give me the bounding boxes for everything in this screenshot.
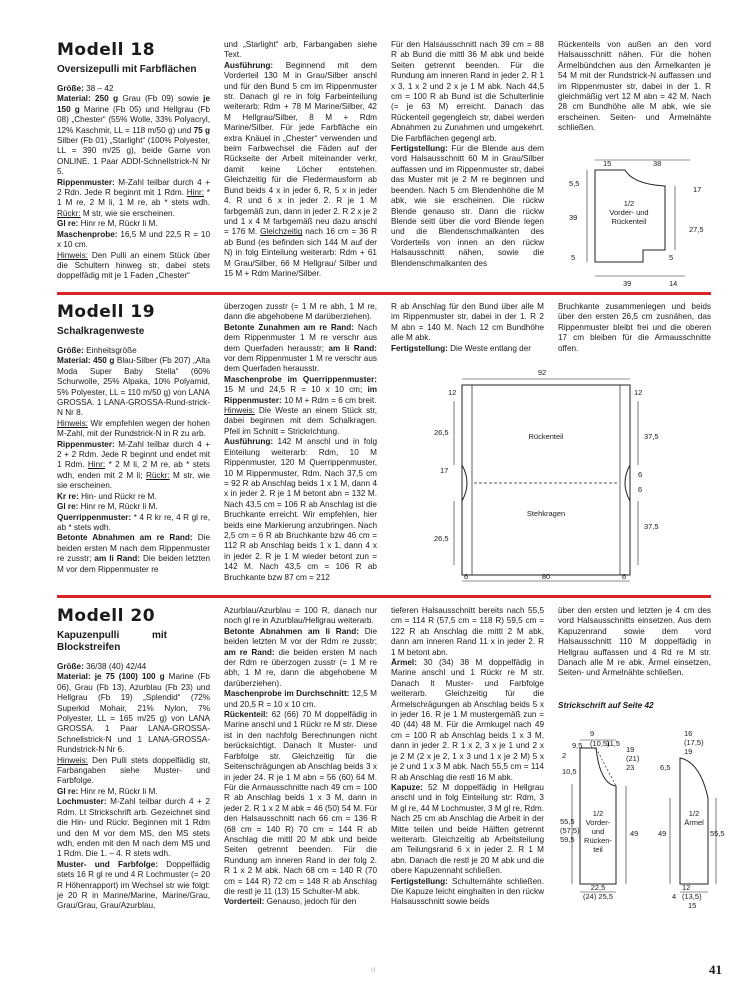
d20-m175: (17,5) [684, 738, 704, 747]
modell19-text-4: Bruchkante zusammenlegen und beids über den ersten 26,5 cm zusnähen, das Rippenmuster bleibt frei und die oberen 17 cm bleiben für die Armausschnitte offen. [558, 302, 711, 353]
modell20-col4 [558, 606, 711, 711]
d20-m49b: 49 [658, 829, 667, 838]
d20-m135: (13,5) [682, 892, 702, 901]
modell18-text-3: Für den Halsausschnitt nach 39 cm = 88 R ab Bund die mittl 36 M abk und beide Seiten getrennt beenden. Für die Rundung am inneren Rand in jeder 2. R 1 x 3, 1 x 2 und 2 x je 1 M abk. Nach 44,5 cm = 100 R ab Bund ist die Schulterlinie (= je 63 M) erreicht. Danach das Rückenteil gegengleich str, dabei werden Abnahmen zu Zunahmen und umgekehrt. Die Farbflächen gegengl arb. Fertigstellung: Für die Blende aus dem vord Halsausschnitt 60 M in Grau/Silber auffassen und im Rippenmuster str, dabei das Muster mit je 2 M re beginnen und beenden. Nach 5 cm Blendenhöhe die M abk, wie sie erscheinen. Die rückw Blende genauso str. Dann die rückw Blende seitl über die vord Blende legen und die Blendenschmalkanten des Vorderteils von innen an den rückw Halsausschnitt nähen, sowie die Blendenschmalkanten des [391, 40, 544, 268]
modell20-text-3: tieferen Halsausschnitt bereits nach 55,5 cm = 114 R (57,5 cm = 118 R) 59,5 cm = 122 R ab Anschlag die mittl 2 M abk, dann am inneren Rand 11 x in jeder 2. R 1 M betont abn. Ärmel: 30 (34) 38 M doppelfädig in Marine anschl und 1 Rückr re M str. Danach lt Muster- und Farbfolge weiterarb. Gleichzeitig für die Ärmelschrägungen ab Anschlag beids 5 x in jeder 16. R je 1 M mustergemäß zun = 40 (44) 48 M. Für die Armkugel nach 49 cm = 100 R ab Anschlag beids 1 x 3 M, dann in jeder 2. R 1 x 2, 3 x je 1 und 2 x je 2 M (2 x je 2, 1 x 3 und 1 x je 2 M) 5 x je 2 und 1 x 3 M abk. Nach 55,5 cm = 114 R ab Anschlag die restl 16 M abk. Kapuze: 52 M doppelfädig in Hellgrau anschl und in folg Einteilung str: Rdm, 3 M gl re, 44 M Lochmuster, 3 M gl re, Rdm. Nach 25 cm ab Anschlag die Arbeit in der Mitte teilen und beide Hälften getrennt weiterarb. Gleichzeitig ab Arbeitsteilung am Teilungsrand 6 x in jeder 2. R 1 M abn. Danach die restl je 20 M abk und die obere Kapuzennaht schließen. Fertigstellung: Schulternähte schließen. Die Kapuze leicht einghalten in den rückw Halsausschnitt sowie beids [391, 606, 544, 907]
modell18-col4 [558, 40, 711, 134]
d20-m95: 9,5 [572, 741, 583, 750]
d19-m6d: 6 [622, 572, 627, 581]
d20-m4: 4 [672, 892, 677, 901]
section-divider-2 [57, 595, 711, 598]
d20-label-a4: Rücken- [584, 836, 612, 845]
modell19-text-3: R ab Anschlag für den Bund über alle M im Rippenmuster str, dabei in der 1. R 2 M abn = 140 M. Nach 12 cm Bundhöhe alle M abk. Fertigstellung: Die Weste entlang der [391, 302, 544, 353]
d19-m265a: 26,5 [434, 428, 449, 437]
modell19-col2 [224, 302, 377, 583]
modell18-col3 [391, 40, 544, 269]
d20-m115: 11,5 [606, 739, 621, 748]
d18-m17: 17 [693, 185, 702, 194]
d20-m49a: 49 [630, 829, 639, 838]
modell20-text-4: über den ersten und letzten je 4 cm des vord Halsausschnitts einsetzen. Aus dem Kapuzenrand sowie dem vord Halsausschnitt 110 M doppelfädig in Hellgrau auffassen und 4 Rd re M str. Danach alle M re abk. Ärmel einsetzen, Seiten- und Ärmelnähte schließen. [558, 606, 711, 678]
modell20-col1 [57, 606, 210, 912]
d20-label-a1: 1/2 [592, 809, 604, 818]
d20-m575: (57,5) [560, 826, 580, 835]
modell19-col1 [57, 302, 210, 575]
d19-m17: 17 [440, 466, 449, 475]
modell20-text-1: Größe: 36/38 (40) 42/44 Material: je 75 (100) 100 g Marine (Fb 06), Grau (Fb 13), Azurblau (Fb 23) und Hellgrau (Fb 19) „Splendid“ (72% Superkid Mohair, 21% Nylon, 7% Polyester, LL = 165 m/25 g) von LANA GROSSA. 1 Paar LANA-GROSSA-Schnellstrick-N und 1 LANA-GROSSA-Rundstrick-N Nr 6. Hinweis: Den Pulli stets doppelfädig str, Farbangaben siehe Muster- und Farbfolge. Gl re: Hinr re M, Rückr li M. Lochmuster: M-Zahl teilbar durch 4 + 2 Rdm. Lt Strickschrift arb. Gezeichnet sind die Hin- und Rückr. Beginnen mit 1 Rdm und den M vor dem MS, den MS stets wdh, enden mit den M nach dem MS und 1 Rdm. Die 1. – 4. R stets wdh. Muster- und Farbfolge: Doppelfädig stets 16 R gl re und 4 R Lochmuster (= 20 R Höhenrapport) im Wechsel str wie folgt: je 20 R in Marine/Marine, Marine/Grau, Grau/Grau, Grau/Azurblau, [57, 662, 210, 911]
d20-label-a5: teil [593, 845, 603, 854]
d20-label-a3: und [591, 827, 605, 836]
d19-m80: 80 [541, 572, 551, 581]
d20-m21: (21) [626, 754, 640, 763]
d20-m555b: 55,5 [710, 829, 725, 838]
d20-m9: 9 [590, 729, 595, 738]
modell18-text-4: Rückenteils von außen an den vord Halsausschnitt nähen. Für die hohen Ärmelbündchen aus den Ärmelkanten je 54 M mit der Rundstrick-N auffassen und im Rippenmuster str, dabei in der 1. R gleichmäßig vert 12 M abn = 42 M. Nach 28 cm Bundhöhe alle M abk, wie sie erscheinen. Seiten- und Ärmelnähte schließen. [558, 40, 711, 133]
d20-m23: 23 [626, 763, 635, 772]
d20-m12: 12 [682, 883, 691, 892]
d19-label-back: Rückenteil [528, 432, 564, 441]
modell18-schnitt-diagram [565, 150, 715, 290]
d20-m19: 19 [626, 745, 635, 754]
d18-m39: 39 [569, 213, 578, 222]
d20-m555a: 55,5 [560, 817, 575, 826]
d20-label-a2: Vorder- [585, 818, 611, 827]
modell20-subtitle: Kapuzenpulli mit Blockstreifen [57, 630, 167, 653]
d20-m65: 6,5 [660, 763, 671, 772]
modell19-col3 [391, 302, 544, 354]
d20-m105b: 10,5 [562, 767, 577, 776]
d20-m595: 59,5 [560, 835, 575, 844]
modell18-col2 [224, 40, 377, 279]
d18-m14: 14 [669, 279, 678, 288]
d18-m39b: 39 [623, 279, 632, 288]
d20-label-b2: Ärmel [684, 818, 704, 827]
modell18-text-1: Größe: 38 – 42 Material: 250 g Grau (Fb 09) sowie je 150 g Marine (Fb 05) und Hellgrau (Fb 08) „Chester“ (55% Wolle, 33% Polyacryl, 12% Kaschmir, LL = 118 m/50 g) und 75 g Silber (Fb 01) „Starlight“ (100% Polyester, LL = 390 m/25 g), beide Garne von ONLINE. 1 Paar ADDI-Schnellstrick-N Nr 5. Rippenmuster: M-Zahl teilbar durch 4 + 2 Rdn. Jede R beginnt mit 1 Rdm. Hinr: * 1 M re, 2 M li, 1 M re, ab * stets wdh. Rückr: M str, wie sie erscheinen. Gl re: Hinr re M, Rückr li M. Maschenprobe: 16,5 M und 22,5 R = 10 x 10 cm. Hinweis: Den Pulli an einem Stück über die Schultern hinweg str, dabei stets doppelfädig mit je 1 Faden „Chester“ [57, 84, 211, 281]
modell19-schnitt-diagram [430, 365, 720, 590]
d19-m375a: 37,5 [644, 432, 659, 441]
d18-m275: 27,5 [689, 225, 704, 234]
d19-m375b: 37,5 [644, 522, 659, 531]
modell18-subtitle: Oversizepulli mit Farbflächen [57, 64, 197, 75]
d19-label-collar: Stehkragen [526, 509, 566, 518]
modell19-text-1: Größe: Einheitsgröße Material: 450 g Blau-Silber (Fb 207) „Alta Moda Super Baby Stella“ (60% Schurwolle, 25% Alpaka, 10% Polyamid, 5% Polyester, LL = 110 m/50 g) von LANA GROSSA. 1 LANA-GROSSA-Rund-strick-N Nr 8. Hinweis: Wir empfehlen wegen der hohen M-Zahl, mit der Rundstrick-N in R zu arb. Rippenmuster: M-Zahl teilbar durch 4 + 2 + 2 Rdm. Jede R beginnt und endet mit 1 Rdm. Hinr: * 2 M li, 2 M re, ab * stets wdh, enden mit 2 M li; Rückr: M str, wie sie erscheinen. Kr re: Hin- und Rückr re M. Gl re: Hinr re M, Rückr li M. Querrippenmuster: * 4 R kr re, 4 R gl re, ab * stets wdh. Betonte Abnahmen am re Rand: Die beiden ersten M nach dem Rippenmuster re zusstr; am li Rand: Die beiden letzten M vor dem Rippenmuster re [57, 346, 211, 574]
d18-m55: 5,5 [569, 179, 580, 188]
d18-m5a: 5 [571, 253, 576, 262]
d20-m2: 2 [562, 751, 567, 760]
d18-label1: 1/2 [623, 199, 635, 208]
modell18-col1 [57, 40, 210, 282]
modell20-col3 [391, 606, 544, 908]
modell19-subtitle: Schalkragenweste [57, 326, 145, 337]
modell20-col2 [224, 606, 377, 908]
d19-m6b: 6 [638, 485, 643, 494]
d20-m105a: (10,5) [590, 739, 610, 748]
modell19-col4 [558, 302, 711, 354]
d18-m15: 15 [603, 159, 612, 168]
d20-m225: 22,5 [590, 883, 606, 892]
strickschrift-reference: Strickschrift auf Seite 42 [558, 700, 654, 710]
modell20-text-2: Azurblau/Azurblau = 100 R, danach nur noch gl re in Azurblau/Hellgrau weiterarb. Betonte Abnahmen am li Rand: Die beiden letzten M vor der Rdm re zusstr; am re Rand: die beiden ersten M nach der Rdm re überzogen zusstr (= 1 M re abh, 1 M re, dann die abgehobene M darüberziehen). Maschenprobe im Durchschnitt: 12,5 M und 20,5 R = 10 x 10 cm. Rückenteil: 62 (66) 70 M doppelfädig in Marine anschl und 1 Rückr re M str. Diese ist in den nachfolg Berechnungen nicht berücksichtigt. Danach lt Muster- und Farbfolge str. Gleichzeitig für die Seitenschrägungen ab Anschlag beids 3 x in jeder 24. R je 1 M abn = 56 (60) 64 M. Für die Armausschnitte nach 49 cm = 100 R ab Anschlag beids 1 x 3 M, dann in jeder 2. R 1 x 2 M abk = 46 (50) 54 M. Für den Halsausschnitt nach 66 cm = 136 R (68 cm = 140 R) 70 cm = 144 R ab Anschlag die mittl 20 M abk und beide Seiten getrennt beenden. Für die Rundung am inneren Rand in der folg 2. R 1 x 2 M abk. Nach 68 cm = 140 R (70 cm = 144 R) 72 cm = 148 R ab Anschlag die restl je 11 (13) 15 Schulter-M abk. Vorderteil: Genauso, jedoch für den [224, 606, 378, 907]
page-number: 41 [709, 962, 722, 977]
d19-m265b: 26,5 [434, 534, 449, 543]
modell18-title: Modell 18 [57, 40, 156, 60]
d18-m5b: 5 [669, 253, 674, 262]
d19-m12b: 12 [634, 388, 643, 397]
d18-m38: 38 [653, 159, 662, 168]
d20-m19b: 19 [684, 747, 693, 756]
modell19-title: Modell 19 [57, 302, 156, 322]
modell20-title: Modell 20 [57, 606, 156, 626]
modell20-schnitt-diagram [560, 728, 730, 916]
d20-label-b1: 1/2 [688, 809, 700, 818]
d18-label3: Rückenteil [611, 217, 647, 226]
modell18-text-2: und „Starlight“ arb, Farbangaben siehe Text. Ausführung: Beginnend mit dem Vorderteil 130 M in Grau/Silber anschl und für den Bund 5 cm im Rippenmuster str. Danach gl re in folg Farbeinteilung weiterarb: Rdm + 78 M Marine/Silber, 42 M Hellgrau/Silber, 8 M + Rdm Marine/Silber. Für jede Farbfläche ein extra Knäuel in „Chester“ verwenden und beim Farbwechsel die Fäden auf der Rückseite der Arbeit miteinander verkr, damit keine Löcher entstehen. Gleichzeitig für die Fledermausform ab Bund beids 4 x in jeder 6, R, 5 x in jeder 4. R und 6 x in jeder 2. R je 1 M farbgemäß zun, dann in jeder 2. R 2 x je 2 und 1 x 4 M farbgemäß neu dazu anschl = 176 M. Gleichzeitig nach 16 cm = 36 R ab Bund (es befinden sich 144 M auf der N) in folg Einteilung weiterarb: Rdm + 61 M Grau/Silber, 66 M Hellgrau/ Silber und 15 M + Rdm Marine/Silber. [224, 40, 377, 278]
d18-label2: Vorder- und [609, 208, 649, 217]
section-divider-1 [57, 292, 711, 295]
d19-m6c: 6 [464, 572, 469, 581]
d20-m15: 15 [688, 901, 697, 910]
d20-m2425: (24) 25,5 [582, 892, 614, 901]
d19-m12a: 12 [448, 388, 457, 397]
d20-m16: 16 [684, 729, 693, 738]
modell19-text-2: überzogen zusstr (= 1 M re abh, 1 M re, dann die abgehobene M darüberziehen). Betonte Zunahmen am re Rand: Nach dem Rippenmuster 1 M re verschr aus dem Querfaden herausstr; am li Rand: vor dem Rippenmuster 1 M re verschr aus dem Querfaden herausstr. Maschenprobe im Querrippenmuster: 15 M und 24,5 R = 10 x 10 cm; im Rippenmuster: 10 M + Rdm = 6 cm breit. Hinweis: Die Weste an einem Stück str, dabei beginnen mit dem Schalkragen. Pfeil im Schnitt = Strickrichtung. Ausführung: 142 M anschl und in folg Einteilung weiterarb: Rdm, 10 M Rippenmuster, 120 M Querrippenmuster, 10 M Rippenmuster, Rdm. Nach 37,5 cm = 92 R ab Anschlag beids 1 x 1 M, dann 4 x in jeder 2. R je 1 M betont abn = 132 M. Nach 43,5 cm = 106 R ab Anschlag ist die Bruchkante erreicht. Wir empfehlen, hier beids eine Markierung anzubringen. Nach 2,5 cm = 6 R ab Bruchkante bzw 46 cm = 112 R ab Anschlag beids 1 x 1, dann 4 x in jeder 2. R je 1 M wieder betont zun = 142 M. Nach 43,5 cm = 106 R ab Bruchkante bzw 87 cm = 212 [224, 302, 377, 582]
d19-m92: 92 [537, 368, 547, 377]
center-mark: o [371, 965, 376, 974]
d19-m6a: 6 [638, 470, 643, 479]
